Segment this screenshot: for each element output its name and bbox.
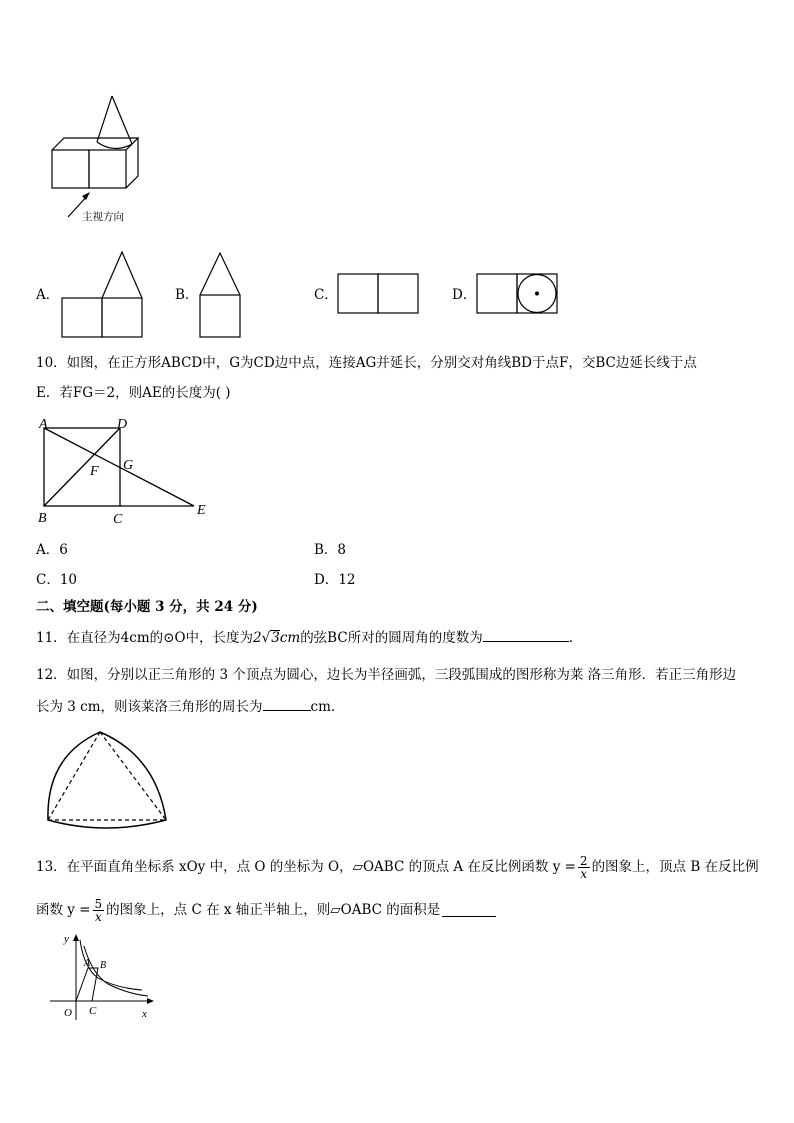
q10-label-f: F [90,464,99,479]
q12-question-line1: 12．如图，分别以正三角形的 3 个顶点为圆心，边长为半径画弧，三段弧围成的图形称为莱 洛三角形．若正三角形边 [36,667,737,683]
q11-end: . [568,630,573,646]
section-2-title: 二、填空题(每小题 3 分，共 24 分) [36,599,258,615]
q11-sqrt-sign: √ [261,630,271,646]
q10-option-c: C．10 [36,572,78,588]
q11-answer-blank [483,628,569,642]
q13-frac1-num: 2 [579,853,588,868]
q11-coef: 2 [253,630,262,646]
q10-label-b: B [38,511,47,526]
q11-question [36,628,573,647]
q13-label-x: x [142,1008,147,1020]
q10-question-line2: E．若FG＝2，则AE的长度为( ) [36,385,231,401]
q13-question-line2 [36,893,496,927]
q13-answer-blank [442,903,496,917]
q9-option-b-figure [197,250,243,340]
q10-option-d: D．12 [314,572,356,588]
q9-option-d-figure [475,272,559,316]
q9-option-a-label: A． [36,287,60,303]
q13-line2-b: 的图象上，点 C 在 x 轴正半轴上，则▱OABC 的面积是 [106,902,441,918]
q10-label-g: G [123,458,134,473]
q13-frac2-den: x [94,909,102,924]
q13-fraction-5-over-x [93,898,105,923]
q13-line2-a: 函数 y = [36,902,91,918]
q9-option-b-label: B． [175,287,199,303]
q13-label-o: O [64,1007,72,1019]
q10-square-figure [34,412,218,530]
q9-option-d-label: D． [452,287,477,303]
q12-line2-a: 长为 3 cm，则该莱洛三角形的周长为 [36,699,263,715]
q10-option-a: A．6 [36,542,68,558]
q13-label-c: C [89,1005,97,1017]
q13-frac2-num: 5 [94,896,103,911]
q9-option-c-figure [336,272,420,316]
q11-suffix: 的弦BC所对的圆周角的度数为 [300,630,483,646]
q10-question-line1: 10．如图，在正方形ABCD中，G为CD边中点，连接AG并延长，分别交对角线BD于点F，交BC边延长线于点 [36,355,697,371]
q10-option-b: B．8 [314,542,347,558]
q13-line1-b: 的图象上，顶点 B 在反比例 [591,859,759,875]
q10-label-e: E [197,503,206,518]
q12-question-line2 [36,697,335,716]
q10-label-a: A [39,417,48,432]
q13-coordinate-graph [46,928,162,1024]
q13-question-line1 [36,850,759,884]
q12-line2-b: cm. [310,699,336,715]
q11-radicand: 3 [271,630,280,646]
q13-label-y: y [64,933,69,945]
q13-fraction-2-over-x [578,855,590,880]
q10-label-c: C [113,512,123,527]
q9-option-c-label: C． [314,287,338,303]
q10-label-d: D [117,417,128,432]
q13-frac1-den: x [580,866,588,881]
q13-line1-a: 13．在平面直角坐标系 xOy 中，点 O 的坐标为 O，▱OABC 的顶点 A 在反比例函数 y = [36,859,576,875]
q9-option-a-figure [60,250,144,340]
q13-label-b: B [100,960,107,971]
q11-unit: cm [279,630,301,646]
q12-answer-blank [263,697,311,711]
q11-prefix: 11．在直径为4cm的⊙O中，长度为 [36,630,254,646]
q12-reuleaux-triangle-figure [40,726,176,834]
q13-label-a: A [84,958,91,969]
q9-view-direction-label: 主视方向 [82,211,124,223]
